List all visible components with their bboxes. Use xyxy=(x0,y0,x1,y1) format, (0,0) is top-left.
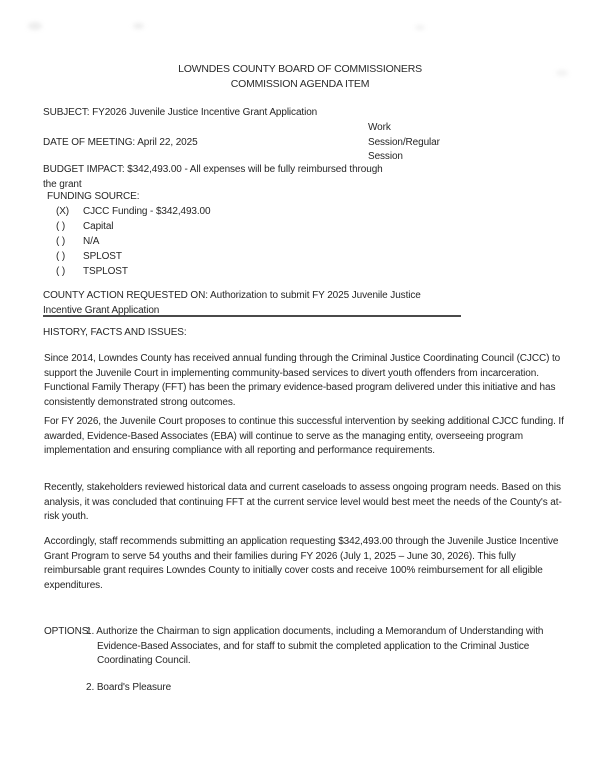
date-of-meeting: DATE OF MEETING: April 22, 2025 xyxy=(43,137,198,148)
options-label: OPTIONS: xyxy=(44,626,91,637)
header-board-title: LOWNDES COUNTY BOARD OF COMMISSIONERS xyxy=(178,63,422,75)
funding-option-label: SPLOST xyxy=(83,251,122,262)
funding-option-splost xyxy=(56,249,210,264)
session-type-line: Session/Regular xyxy=(368,136,440,148)
scan-smudge xyxy=(415,25,425,30)
options-section xyxy=(44,625,554,695)
document-header xyxy=(0,62,600,92)
header-agenda-title: COMMISSION AGENDA ITEM xyxy=(230,78,370,90)
checkbox-unchecked: ( ) xyxy=(56,221,66,232)
county-action-requested: COUNTY ACTION REQUESTED ON: Authorization to submit FY 2025 Juvenile Justice Incentive Grant Application xyxy=(43,290,421,316)
history-heading: HISTORY, FACTS AND ISSUES: xyxy=(43,327,187,338)
session-type-line: Work xyxy=(368,122,391,133)
history-paragraph: For FY 2026, the Juvenile Court proposes to continue this successful intervention by seeking additional CJCC funding. If awarded, Evidence-Based Associates (EBA) will continue to serve as the managing entity, overseeing program implementation and ensuring compliance with all reporting and performance requirements. xyxy=(44,416,564,456)
funding-option-label: TSPLOST xyxy=(83,266,128,277)
funding-option-capital xyxy=(56,219,210,234)
checkbox-checked: (X) xyxy=(56,206,70,217)
session-type-block xyxy=(368,121,458,165)
funding-option-label: N/A xyxy=(83,236,100,247)
funding-option-label: Capital xyxy=(83,221,114,232)
option-item-2: 2. Board's Pleasure xyxy=(86,681,172,693)
funding-source-label: FUNDING SOURCE: xyxy=(47,191,140,202)
subject-line: SUBJECT: FY2026 Juvenile Justice Incentive Grant Application xyxy=(43,107,318,118)
checkbox-unchecked: ( ) xyxy=(56,236,66,247)
history-paragraph: Since 2014, Lowndes County has received annual funding through the Criminal Justice Coordinating Council (CJCC) to support the Juvenile Court in implementing community-based services to divert youth offenders from incarceration. Functional Family Therapy (FFT) has been the primary evidence-based program delivered under this initiative and has consistently demonstrated strong outcomes. xyxy=(44,353,561,408)
budget-impact: BUDGET IMPACT: $342,493.00 - All expenses will be fully reimbursed through the grant xyxy=(43,164,383,190)
options-items xyxy=(86,625,554,695)
option-item-1: 1. Authorize the Chairman to sign application documents, including a Memorandum of Understanding with Evidence-Based Associates, and for staff to submit the completed application to the Criminal Justice Coordinating Council. xyxy=(86,626,544,666)
scan-smudge xyxy=(28,22,42,30)
checkbox-unchecked: ( ) xyxy=(56,266,66,277)
funding-option-cjcc xyxy=(56,204,210,219)
history-paragraph: Accordingly, staff recommends submitting an application requesting $342,493.00 through the Juvenile Justice Incentive Grant Program to serve 54 youths and their families during FY 2026 (July 1, 2025 – June 30, 2026). This fully reimbursable grant requires Lowndes County to initially cover costs and receive 100% reimbursement for all eligible expenditures. xyxy=(44,536,559,591)
horizontal-rule xyxy=(43,315,461,317)
checkbox-unchecked: ( ) xyxy=(56,251,66,262)
funding-option-tsplost xyxy=(56,264,210,279)
funding-option-na xyxy=(56,234,210,249)
scan-smudge xyxy=(133,23,144,29)
funding-option-label: CJCC Funding - $342,493.00 xyxy=(83,206,211,217)
funding-source-list xyxy=(56,204,210,279)
session-type-line: Session xyxy=(368,151,403,162)
history-paragraph: Recently, stakeholders reviewed historical data and current caseloads to assess ongoing program needs. Based on this analysis, it was concluded that continuing FFT at the current service level would best meet the needs of the County's at-risk youth. xyxy=(44,482,562,522)
